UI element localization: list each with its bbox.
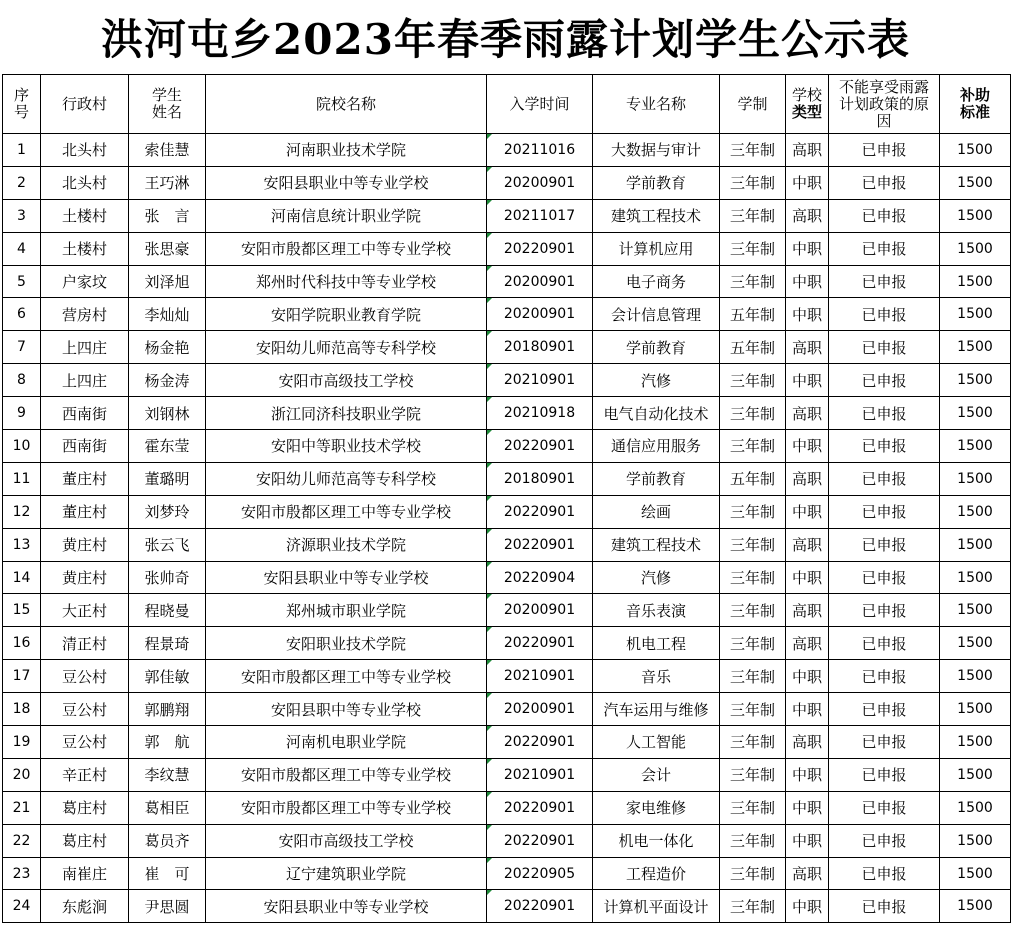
cell-type[interactable]: 高职 <box>786 857 829 890</box>
cell-name[interactable]: 张思豪 <box>129 232 206 265</box>
cell-duration[interactable]: 五年制 <box>720 298 786 331</box>
cell-seq[interactable]: 4 <box>3 232 41 265</box>
header-type-line-1: 学校 <box>791 86 822 104</box>
cell-type[interactable]: 中职 <box>786 298 829 331</box>
cell-enroll[interactable]: 20200901 <box>487 693 593 726</box>
cell-duration[interactable]: 三年制 <box>720 693 786 726</box>
cell-school[interactable]: 安阳市殷都区理工中等专业学校 <box>206 660 487 693</box>
table-row <box>3 791 1011 824</box>
cell-enroll[interactable]: 20180901 <box>487 462 593 495</box>
page-title: 洪河屯乡2023年春季雨露计划学生公示表 <box>101 15 910 64</box>
cell-type[interactable]: 中职 <box>786 430 829 463</box>
cell-name[interactable]: 张云飞 <box>129 528 206 561</box>
cell-village[interactable]: 辛正村 <box>41 758 129 791</box>
cell-school[interactable]: 安阳幼儿师范高等专科学校 <box>206 462 487 495</box>
table-row <box>3 232 1011 265</box>
cell-subsidy[interactable]: 1500 <box>940 627 1011 660</box>
header-type-line-2: 类型 <box>791 103 822 121</box>
cell-type[interactable]: 高职 <box>786 199 829 232</box>
cell-duration[interactable]: 三年制 <box>720 495 786 528</box>
cell-type[interactable]: 中职 <box>786 791 829 824</box>
cell-seq[interactable]: 9 <box>3 397 41 430</box>
cell-major[interactable]: 大数据与审计 <box>593 134 720 167</box>
cell-name[interactable]: 尹思圆 <box>129 890 206 923</box>
cell-enroll[interactable]: 20210901 <box>487 364 593 397</box>
cell-school[interactable]: 郑州城市职业学院 <box>206 594 487 627</box>
cell-seq[interactable]: 8 <box>3 364 41 397</box>
cell-village[interactable]: 董庄村 <box>41 495 129 528</box>
cell-school[interactable]: 河南信息统计职业学院 <box>206 199 487 232</box>
cell-school[interactable]: 安阳市高级技工学校 <box>206 824 487 857</box>
cell-name[interactable]: 郭佳敏 <box>129 660 206 693</box>
cell-name[interactable]: 崔 可 <box>129 857 206 890</box>
cell-name[interactable]: 杨金艳 <box>129 331 206 364</box>
cell-name[interactable]: 刘钢林 <box>129 397 206 430</box>
cell-school[interactable]: 安阳县职业中等专业学校 <box>206 561 487 594</box>
cell-subsidy[interactable]: 1500 <box>940 693 1011 726</box>
table-row <box>3 890 1011 923</box>
cell-seq[interactable]: 17 <box>3 660 41 693</box>
cell-subsidy[interactable]: 1500 <box>940 430 1011 463</box>
cell-major[interactable]: 汽车运用与维修 <box>593 693 720 726</box>
cell-name[interactable]: 刘泽旭 <box>129 265 206 298</box>
cell-duration[interactable]: 三年制 <box>720 134 786 167</box>
cell-seq[interactable]: 1 <box>3 134 41 167</box>
cell-major[interactable]: 音乐 <box>593 660 720 693</box>
table-row <box>3 265 1011 298</box>
cell-reason[interactable]: 已申报 <box>829 199 940 232</box>
cell-enroll[interactable]: 20200901 <box>487 298 593 331</box>
cell-seq[interactable]: 21 <box>3 791 41 824</box>
cell-type[interactable]: 中职 <box>786 364 829 397</box>
cell-reason[interactable]: 已申报 <box>829 397 940 430</box>
cell-major[interactable]: 绘画 <box>593 495 720 528</box>
cell-name[interactable]: 杨金涛 <box>129 364 206 397</box>
cell-enroll[interactable]: 20211017 <box>487 199 593 232</box>
cell-reason[interactable]: 已申报 <box>829 462 940 495</box>
cell-reason[interactable]: 已申报 <box>829 331 940 364</box>
cell-major[interactable]: 计算机应用 <box>593 232 720 265</box>
cell-school[interactable]: 安阳市殷都区理工中等专业学校 <box>206 758 487 791</box>
cell-reason[interactable]: 已申报 <box>829 594 940 627</box>
cell-major[interactable]: 家电维修 <box>593 791 720 824</box>
table-row <box>3 594 1011 627</box>
table-body <box>3 134 1011 923</box>
cell-enroll[interactable]: 20220901 <box>487 232 593 265</box>
cell-name[interactable]: 霍东莹 <box>129 430 206 463</box>
header-reason-line-3: 因 <box>876 111 892 130</box>
cell-duration[interactable]: 三年制 <box>720 594 786 627</box>
header-seq[interactable] <box>3 75 41 134</box>
cell-duration[interactable]: 三年制 <box>720 791 786 824</box>
header-name-line-2: 姓名 <box>151 103 182 121</box>
cell-seq[interactable]: 20 <box>3 758 41 791</box>
cell-school[interactable]: 安阳市殷都区理工中等专业学校 <box>206 232 487 265</box>
cell-major[interactable]: 音乐表演 <box>593 594 720 627</box>
cell-enroll[interactable]: 20210901 <box>487 660 593 693</box>
table-row <box>3 298 1011 331</box>
cell-type[interactable]: 高职 <box>786 594 829 627</box>
cell-village[interactable]: 上四庄 <box>41 364 129 397</box>
table-row <box>3 199 1011 232</box>
header-enroll[interactable]: 入学时间 <box>487 75 593 134</box>
cell-subsidy[interactable]: 1500 <box>940 331 1011 364</box>
cell-village[interactable]: 上四庄 <box>41 331 129 364</box>
cell-reason[interactable]: 已申报 <box>829 758 940 791</box>
cell-major[interactable]: 人工智能 <box>593 726 720 759</box>
cell-type[interactable]: 高职 <box>786 331 829 364</box>
table-row <box>3 824 1011 857</box>
cell-seq[interactable]: 15 <box>3 594 41 627</box>
cell-duration[interactable]: 三年制 <box>720 364 786 397</box>
cell-major[interactable]: 学前教育 <box>593 331 720 364</box>
cell-subsidy[interactable]: 1500 <box>940 857 1011 890</box>
cell-type[interactable]: 中职 <box>786 561 829 594</box>
cell-enroll[interactable]: 20220901 <box>487 495 593 528</box>
cell-school[interactable]: 安阳市殷都区理工中等专业学校 <box>206 791 487 824</box>
cell-school[interactable]: 郑州时代科技中等专业学校 <box>206 265 487 298</box>
header-name-line-1: 学生 <box>151 86 182 104</box>
header-name[interactable] <box>129 75 206 134</box>
cell-village[interactable]: 西南街 <box>41 397 129 430</box>
cell-name[interactable]: 张 言 <box>129 199 206 232</box>
cell-village[interactable]: 豆公村 <box>41 726 129 759</box>
cell-seq[interactable]: 3 <box>3 199 41 232</box>
cell-reason[interactable]: 已申报 <box>829 627 940 660</box>
cell-village[interactable]: 北头村 <box>41 134 129 167</box>
table-row <box>3 430 1011 463</box>
cell-major[interactable]: 电气自动化技术 <box>593 397 720 430</box>
cell-major[interactable]: 电子商务 <box>593 265 720 298</box>
table-row <box>3 462 1011 495</box>
cell-reason[interactable]: 已申报 <box>829 726 940 759</box>
cell-village[interactable]: 北头村 <box>41 166 129 199</box>
cell-major[interactable]: 建筑工程技术 <box>593 528 720 561</box>
cell-reason[interactable]: 已申报 <box>829 857 940 890</box>
table-row <box>3 627 1011 660</box>
cell-enroll[interactable]: 20220901 <box>487 791 593 824</box>
cell-enroll[interactable]: 20220901 <box>487 430 593 463</box>
cell-duration[interactable]: 三年制 <box>720 232 786 265</box>
cell-duration[interactable]: 三年制 <box>720 627 786 660</box>
cell-subsidy[interactable]: 1500 <box>940 726 1011 759</box>
table-row <box>3 726 1011 759</box>
cell-subsidy[interactable]: 1500 <box>940 824 1011 857</box>
table-row <box>3 364 1011 397</box>
cell-enroll[interactable]: 20210918 <box>487 397 593 430</box>
cell-subsidy[interactable]: 1500 <box>940 298 1011 331</box>
cell-enroll[interactable]: 20220901 <box>487 627 593 660</box>
cell-type[interactable]: 中职 <box>786 693 829 726</box>
cell-enroll[interactable]: 20211016 <box>487 134 593 167</box>
cell-subsidy[interactable]: 1500 <box>940 364 1011 397</box>
cell-seq[interactable]: 5 <box>3 265 41 298</box>
cell-major[interactable]: 通信应用服务 <box>593 430 720 463</box>
cell-enroll[interactable]: 20200901 <box>487 594 593 627</box>
cell-enroll[interactable]: 20220901 <box>487 726 593 759</box>
cell-subsidy[interactable]: 1500 <box>940 660 1011 693</box>
header-village[interactable]: 行政村 <box>41 75 129 134</box>
cell-subsidy[interactable]: 1500 <box>940 134 1011 167</box>
cell-seq[interactable]: 13 <box>3 528 41 561</box>
cell-enroll[interactable]: 20200901 <box>487 265 593 298</box>
cell-subsidy[interactable]: 1500 <box>940 594 1011 627</box>
header-reason-line-1: 不能享受雨露 <box>838 77 929 96</box>
cell-subsidy[interactable]: 1500 <box>940 232 1011 265</box>
header-seq-line-1: 序 <box>13 86 29 104</box>
cell-name[interactable]: 刘梦玲 <box>129 495 206 528</box>
cell-village[interactable]: 葛庄村 <box>41 824 129 857</box>
student-table <box>2 74 1011 923</box>
cell-school[interactable]: 辽宁建筑职业学院 <box>206 857 487 890</box>
cell-seq[interactable]: 12 <box>3 495 41 528</box>
header-duration[interactable]: 学制 <box>720 75 786 134</box>
cell-seq[interactable]: 2 <box>3 166 41 199</box>
cell-village[interactable]: 西南街 <box>41 430 129 463</box>
cell-village[interactable]: 土楼村 <box>41 199 129 232</box>
cell-duration[interactable]: 三年制 <box>720 430 786 463</box>
cell-subsidy[interactable]: 1500 <box>940 528 1011 561</box>
header-reason[interactable] <box>829 75 940 134</box>
cell-village[interactable]: 营房村 <box>41 298 129 331</box>
cell-seq[interactable]: 7 <box>3 331 41 364</box>
cell-village[interactable]: 清正村 <box>41 627 129 660</box>
header-subsidy[interactable] <box>940 75 1011 134</box>
cell-type[interactable]: 中职 <box>786 232 829 265</box>
cell-major[interactable]: 学前教育 <box>593 462 720 495</box>
cell-reason[interactable]: 已申报 <box>829 298 940 331</box>
cell-village[interactable]: 豆公村 <box>41 660 129 693</box>
cell-school[interactable]: 安阳职业技术学院 <box>206 627 487 660</box>
cell-subsidy[interactable]: 1500 <box>940 495 1011 528</box>
cell-village[interactable]: 大正村 <box>41 594 129 627</box>
cell-type[interactable]: 中职 <box>786 166 829 199</box>
cell-type[interactable]: 中职 <box>786 495 829 528</box>
header-school[interactable]: 院校名称 <box>206 75 487 134</box>
cell-reason[interactable]: 已申报 <box>829 166 940 199</box>
cell-name[interactable]: 郭 航 <box>129 726 206 759</box>
cell-name[interactable]: 葛相臣 <box>129 791 206 824</box>
cell-subsidy[interactable]: 1500 <box>940 462 1011 495</box>
cell-duration[interactable]: 三年制 <box>720 726 786 759</box>
cell-type[interactable]: 中职 <box>786 758 829 791</box>
cell-duration[interactable]: 五年制 <box>720 462 786 495</box>
header-major[interactable]: 专业名称 <box>593 75 720 134</box>
cell-name[interactable]: 李灿灿 <box>129 298 206 331</box>
cell-type[interactable]: 中职 <box>786 660 829 693</box>
cell-type[interactable]: 中职 <box>786 265 829 298</box>
cell-duration[interactable]: 三年制 <box>720 397 786 430</box>
table-row <box>3 134 1011 167</box>
cell-subsidy[interactable]: 1500 <box>940 791 1011 824</box>
cell-reason[interactable]: 已申报 <box>829 430 940 463</box>
cell-school[interactable]: 安阳市殷都区理工中等专业学校 <box>206 495 487 528</box>
cell-name[interactable]: 李纹慧 <box>129 758 206 791</box>
cell-seq[interactable]: 18 <box>3 693 41 726</box>
cell-subsidy[interactable]: 1500 <box>940 758 1011 791</box>
cell-major[interactable]: 学前教育 <box>593 166 720 199</box>
cell-seq[interactable]: 14 <box>3 561 41 594</box>
cell-reason[interactable]: 已申报 <box>829 364 940 397</box>
cell-name[interactable]: 索佳慧 <box>129 134 206 167</box>
cell-duration[interactable]: 三年制 <box>720 857 786 890</box>
cell-reason[interactable]: 已申报 <box>829 265 940 298</box>
cell-major[interactable]: 会计 <box>593 758 720 791</box>
cell-name[interactable]: 程景琦 <box>129 627 206 660</box>
cell-village[interactable]: 黄庄村 <box>41 561 129 594</box>
cell-reason[interactable]: 已申报 <box>829 232 940 265</box>
cell-name[interactable]: 王巧淋 <box>129 166 206 199</box>
cell-village[interactable]: 东彪涧 <box>41 890 129 923</box>
cell-subsidy[interactable]: 1500 <box>940 199 1011 232</box>
cell-duration[interactable]: 三年制 <box>720 265 786 298</box>
header-subsidy-line-2: 标准 <box>959 103 990 121</box>
cell-village[interactable]: 黄庄村 <box>41 528 129 561</box>
cell-major[interactable]: 汽修 <box>593 561 720 594</box>
cell-school[interactable]: 安阳中等职业技术学校 <box>206 430 487 463</box>
cell-enroll[interactable]: 20210901 <box>487 758 593 791</box>
cell-duration[interactable]: 三年制 <box>720 561 786 594</box>
cell-school[interactable]: 安阳幼儿师范高等专科学校 <box>206 331 487 364</box>
cell-enroll[interactable]: 20220901 <box>487 528 593 561</box>
cell-reason[interactable]: 已申报 <box>829 528 940 561</box>
table-row <box>3 857 1011 890</box>
cell-school[interactable]: 浙江同济科技职业学院 <box>206 397 487 430</box>
cell-duration[interactable]: 三年制 <box>720 824 786 857</box>
cell-reason[interactable]: 已申报 <box>829 890 940 923</box>
cell-reason[interactable]: 已申报 <box>829 134 940 167</box>
cell-village[interactable]: 豆公村 <box>41 693 129 726</box>
cell-type[interactable]: 高职 <box>786 397 829 430</box>
table-row <box>3 660 1011 693</box>
cell-seq[interactable]: 24 <box>3 890 41 923</box>
cell-reason[interactable]: 已申报 <box>829 693 940 726</box>
cell-duration[interactable]: 三年制 <box>720 890 786 923</box>
table-row <box>3 561 1011 594</box>
cell-school[interactable]: 安阳县职中等专业学校 <box>206 693 487 726</box>
cell-name[interactable]: 郭鹏翔 <box>129 693 206 726</box>
table-row <box>3 495 1011 528</box>
cell-village[interactable]: 葛庄村 <box>41 791 129 824</box>
cell-type[interactable]: 高职 <box>786 528 829 561</box>
cell-subsidy[interactable]: 1500 <box>940 397 1011 430</box>
header-reason-line-2: 计划政策的原 <box>838 94 929 113</box>
cell-duration[interactable]: 三年制 <box>720 758 786 791</box>
cell-major[interactable]: 汽修 <box>593 364 720 397</box>
cell-type[interactable]: 高职 <box>786 462 829 495</box>
cell-seq[interactable]: 11 <box>3 462 41 495</box>
header-type[interactable] <box>786 75 829 134</box>
cell-major[interactable]: 机电一体化 <box>593 824 720 857</box>
cell-enroll[interactable]: 20200901 <box>487 166 593 199</box>
cell-subsidy[interactable]: 1500 <box>940 561 1011 594</box>
cell-village[interactable]: 户家坟 <box>41 265 129 298</box>
cell-duration[interactable]: 三年制 <box>720 660 786 693</box>
cell-enroll[interactable]: 20180901 <box>487 331 593 364</box>
cell-type[interactable]: 高职 <box>786 726 829 759</box>
cell-enroll[interactable]: 20220901 <box>487 824 593 857</box>
cell-village[interactable]: 土楼村 <box>41 232 129 265</box>
table-row <box>3 166 1011 199</box>
cell-major[interactable]: 建筑工程技术 <box>593 199 720 232</box>
cell-reason[interactable]: 已申报 <box>829 495 940 528</box>
cell-school[interactable]: 河南职业技术学院 <box>206 134 487 167</box>
cell-school[interactable]: 河南机电职业学院 <box>206 726 487 759</box>
cell-major[interactable]: 计算机平面设计 <box>593 890 720 923</box>
table-row <box>3 693 1011 726</box>
table-row <box>3 528 1011 561</box>
cell-reason[interactable]: 已申报 <box>829 791 940 824</box>
cell-duration[interactable]: 五年制 <box>720 331 786 364</box>
cell-name[interactable]: 张帅奇 <box>129 561 206 594</box>
cell-duration[interactable]: 三年制 <box>720 199 786 232</box>
header-seq-line-2: 号 <box>13 103 29 121</box>
cell-type[interactable]: 中职 <box>786 824 829 857</box>
cell-school[interactable]: 安阳市高级技工学校 <box>206 364 487 397</box>
cell-duration[interactable]: 三年制 <box>720 166 786 199</box>
cell-subsidy[interactable]: 1500 <box>940 166 1011 199</box>
cell-village[interactable]: 董庄村 <box>41 462 129 495</box>
cell-type[interactable]: 高职 <box>786 627 829 660</box>
table-row <box>3 758 1011 791</box>
cell-subsidy[interactable]: 1500 <box>940 265 1011 298</box>
cell-seq[interactable]: 22 <box>3 824 41 857</box>
table-row <box>3 397 1011 430</box>
cell-reason[interactable]: 已申报 <box>829 561 940 594</box>
cell-seq[interactable]: 23 <box>3 857 41 890</box>
cell-type[interactable]: 中职 <box>786 890 829 923</box>
cell-seq[interactable]: 6 <box>3 298 41 331</box>
cell-school[interactable]: 济源职业技术学院 <box>206 528 487 561</box>
header-row <box>3 75 1011 134</box>
cell-enroll[interactable]: 20220904 <box>487 561 593 594</box>
cell-major[interactable]: 工程造价 <box>593 857 720 890</box>
cell-subsidy[interactable]: 1500 <box>940 890 1011 923</box>
cell-major[interactable]: 会计信息管理 <box>593 298 720 331</box>
table-row <box>3 331 1011 364</box>
header-subsidy-line-1: 补助 <box>959 86 990 104</box>
cell-seq[interactable]: 16 <box>3 627 41 660</box>
cell-name[interactable]: 程晓曼 <box>129 594 206 627</box>
cell-major[interactable]: 机电工程 <box>593 627 720 660</box>
cell-seq[interactable]: 19 <box>3 726 41 759</box>
cell-village[interactable]: 南崔庄 <box>41 857 129 890</box>
cell-school[interactable]: 安阳县职业中等专业学校 <box>206 166 487 199</box>
cell-name[interactable]: 葛员齐 <box>129 824 206 857</box>
cell-seq[interactable]: 10 <box>3 430 41 463</box>
cell-enroll[interactable]: 20220901 <box>487 890 593 923</box>
cell-reason[interactable]: 已申报 <box>829 824 940 857</box>
cell-reason[interactable]: 已申报 <box>829 660 940 693</box>
cell-school[interactable]: 安阳县职业中等专业学校 <box>206 890 487 923</box>
cell-school[interactable]: 安阳学院职业教育学院 <box>206 298 487 331</box>
cell-type[interactable]: 高职 <box>786 134 829 167</box>
cell-duration[interactable]: 三年制 <box>720 528 786 561</box>
cell-enroll[interactable]: 20220905 <box>487 857 593 890</box>
cell-name[interactable]: 董璐明 <box>129 462 206 495</box>
